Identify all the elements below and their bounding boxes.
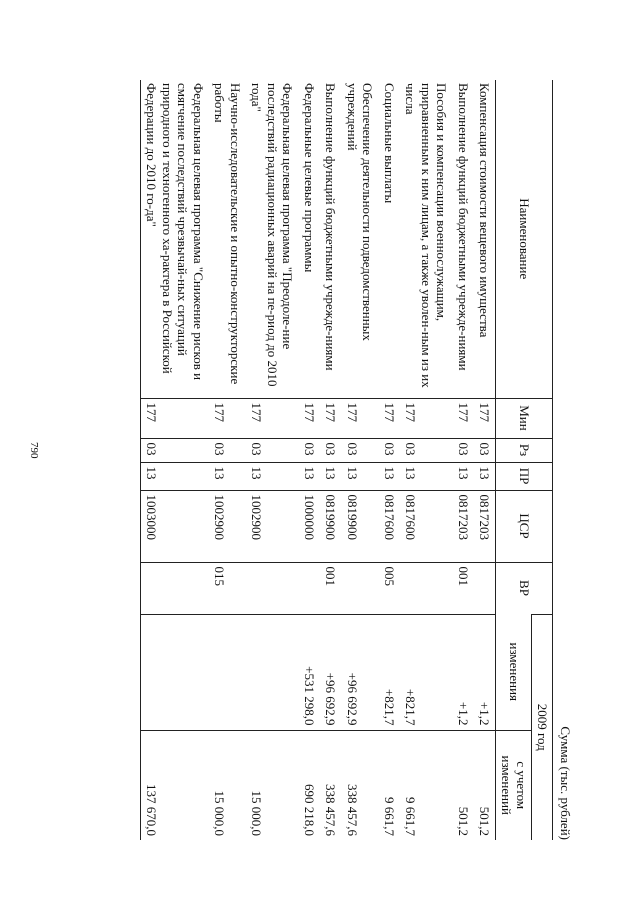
row-csr: 1002900 [209,490,246,562]
row-total: 690 218,0 [299,730,321,840]
table-row [246,80,299,840]
table-row [342,80,379,840]
row-total: 338 457,6 [342,730,379,840]
row-min: 177 [474,398,496,438]
table-row [299,80,321,840]
row-min: 177 [453,398,475,438]
header-name: Наименование [496,80,553,398]
row-name: Обеспечение деятельности подведомственных учреждений [345,83,376,341]
row-change [209,614,246,730]
row-change: +1,2 [453,614,475,730]
row-min: 177 [379,398,401,438]
row-rz: 03 [299,438,321,462]
row-pr: 13 [474,462,496,490]
row-min: 177 [209,398,246,438]
row-vr [141,562,210,614]
row-rz: 03 [342,438,379,462]
row-csr: 0817203 [474,490,496,562]
row-min: 177 [400,398,453,438]
row-csr: 0817600 [379,490,401,562]
row-pr: 13 [141,462,210,490]
row-rz: 03 [379,438,401,462]
row-vr [400,562,453,614]
row-change: +821,7 [400,614,453,730]
row-total: 137 670,0 [141,730,210,840]
table-row [141,80,210,840]
row-csr: 0819900 [342,490,379,562]
row-rz: 03 [453,438,475,462]
header-pr: ПР [496,462,553,490]
row-rz: 03 [474,438,496,462]
page-number: 790 [28,442,40,459]
row-pr: 13 [246,462,299,490]
row-min: 177 [299,398,321,438]
table-row [209,80,246,840]
row-rz: 03 [320,438,342,462]
row-vr: 005 [379,562,401,614]
row-total: 9 661,7 [400,730,453,840]
table-row [453,80,475,840]
row-csr: 1000000 [299,490,321,562]
row-total: 501,2 [474,730,496,840]
header-year: 2009 год [532,614,553,840]
row-change [141,614,210,730]
row-rz: 03 [246,438,299,462]
row-min: 177 [342,398,379,438]
row-vr: 015 [209,562,246,614]
row-vr [299,562,321,614]
row-name: Социальные выплаты [382,83,397,204]
row-total: 15 000,0 [246,730,299,840]
row-pr: 13 [299,462,321,490]
row-rz: 03 [141,438,210,462]
row-name: Компенсация стоимости вещевого имущества [477,83,493,338]
row-csr: 1003000 [141,490,210,562]
row-csr: 1002900 [246,490,299,562]
row-pr: 13 [342,462,379,490]
header-min: Мин [496,398,553,438]
row-vr: 001 [320,562,342,614]
row-csr: 0819900 [320,490,342,562]
row-vr [246,562,299,614]
row-rz: 03 [209,438,246,462]
row-vr [474,562,496,614]
row-change: +531 298,0 [299,614,321,730]
row-name: Выполнение функций бюджетными учрежде-ниями [323,83,339,371]
row-total: 501,2 [453,730,475,840]
row-name: Федеральная целевая программа "Снижение рисков и смягчение последствий чрезвычай-ных ситуаций природного и техногенного ха-рактера в Российской Федерации до 2010 го-да" [141,80,210,398]
budget-table-page [141,80,573,840]
header-with-changes: с учетом изменений [496,730,532,840]
row-vr [342,562,379,614]
row-change: +96 692,9 [342,614,379,730]
row-change: +821,7 [379,614,401,730]
row-vr: 001 [453,562,475,614]
row-change: +96 692,9 [320,614,342,730]
row-min: 177 [320,398,342,438]
row-name: Федеральная целевая программа "Преодоле-ние последствий радиационных аварий на пе-риод до 2010 года" [249,83,296,387]
table-row [474,80,496,840]
header-vr: ВР [496,562,553,614]
table-row [379,80,401,840]
row-change: +1,2 [474,614,496,730]
row-pr: 13 [379,462,401,490]
row-name: Федеральные целевые программы [302,83,317,273]
row-total: 338 457,6 [320,730,342,840]
row-pr: 13 [209,462,246,490]
table-row [400,80,453,840]
row-csr: 0817600 [400,490,453,562]
row-change [246,614,299,730]
row-name: Пособия и компенсации военнослужащим, приравненным к ним лицам, а также уволен-ным из их числа [403,83,450,388]
row-csr: 0817203 [453,490,475,562]
row-pr: 13 [400,462,453,490]
header-csr: ЦСР [496,490,553,562]
row-pr: 13 [320,462,342,490]
row-rz: 03 [400,438,453,462]
row-total: 9 661,7 [379,730,401,840]
header-rz: Рз [496,438,553,462]
budget-table [140,80,553,840]
row-name: Научно-исследовательские и опытно-конструкторские работы [212,83,243,385]
row-min: 177 [246,398,299,438]
table-row [320,80,342,840]
row-pr: 13 [453,462,475,490]
row-name: Выполнение функций бюджетными учрежде-ниями [456,83,471,371]
row-min: 177 [141,398,210,438]
unit-note: Сумма (тыс. рублей) [558,726,573,840]
header-changes: изменения [496,614,532,730]
row-total: 15 000,0 [209,730,246,840]
